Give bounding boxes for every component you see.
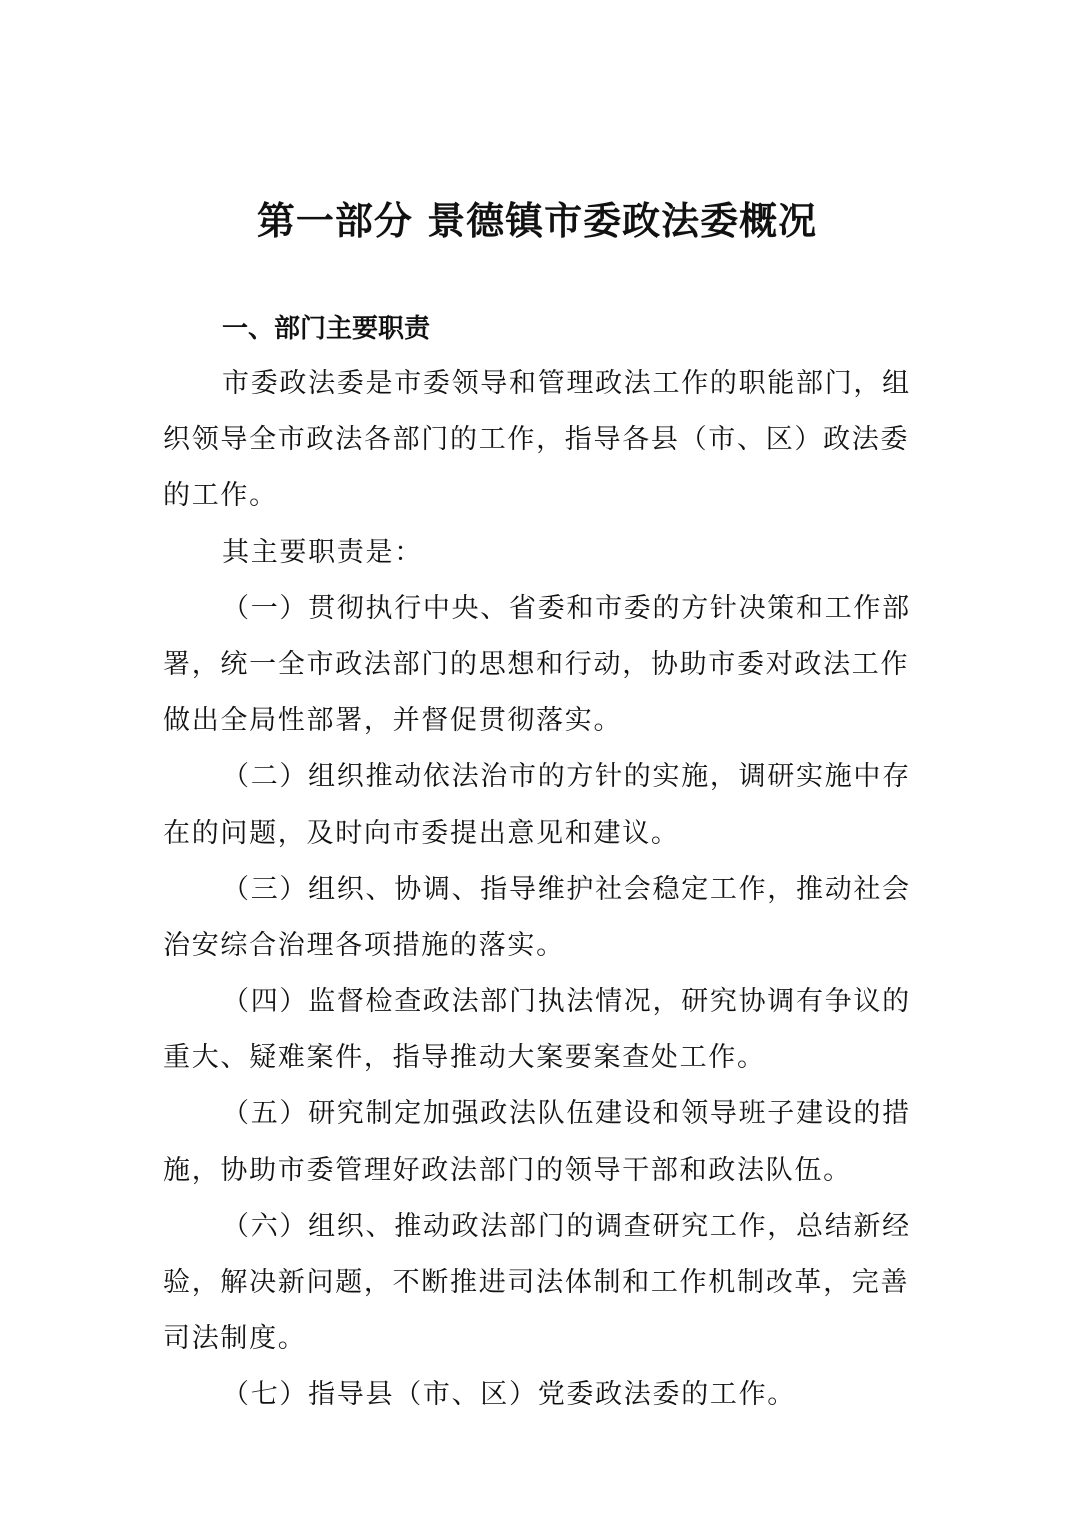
paragraph-line: 做出全局性部署，并督促贯彻落实。 — [163, 705, 623, 737]
paragraph — [163, 589, 923, 758]
paragraph-line: 重大、疑难案件，指导推动大案要案查处工作。 — [163, 1042, 766, 1074]
document-body — [163, 364, 923, 1432]
paragraph-line: 在的问题，及时向市委提出意见和建议。 — [163, 817, 680, 849]
paragraph-line: 其主要职责是： — [222, 536, 423, 568]
paragraph — [163, 982, 923, 1094]
paragraph-line: 施，协助市委管理好政法部门的领导干部和政法队伍。 — [163, 1154, 852, 1186]
paragraph-line: （七）指导县（市、区）党委政法委的工作。 — [222, 1379, 796, 1411]
paragraph-line: 验，解决新问题，不断推进司法体制和工作机制改革，完善 — [163, 1267, 910, 1298]
paragraph-line: （五）研究制定加强政法队伍建设和领导班子建设的措 — [222, 1098, 911, 1130]
paragraph-line: 署，统一全市政法部门的思想和行动，协助市委对政法工作 — [163, 648, 910, 680]
paragraph-line: 市委政法委是市委领导和管理政法工作的职能部门，组 — [222, 368, 911, 399]
paragraph — [163, 757, 923, 869]
page-title: 第一部分 景德镇市委政法委概况 — [256, 199, 818, 243]
section-heading: 一、部门主要职责 — [222, 314, 431, 344]
paragraph-line: （二）组织推动依法治市的方针的实施，调研实施中存 — [222, 761, 911, 793]
paragraph-line: （一）贯彻执行中央、省委和市委的方针决策和工作部 — [222, 592, 911, 624]
paragraph — [163, 1207, 923, 1376]
paragraph — [163, 1094, 923, 1206]
paragraph-line: 治安综合治理各项措施的落实。 — [163, 929, 565, 961]
paragraph — [163, 1375, 923, 1431]
paragraph-line: （六）组织、推动政法部门的调查研究工作，总结新经 — [222, 1210, 911, 1242]
paragraph-line: 的工作。 — [163, 480, 278, 512]
paragraph-line: （四）监督检查政法部门执法情况，研究协调有争议的 — [222, 986, 911, 1018]
paragraph — [163, 533, 923, 589]
paragraph-line: 司法制度。 — [163, 1323, 307, 1355]
paragraph — [163, 364, 923, 533]
paragraph — [163, 870, 923, 982]
paragraph-line: 织领导全市政法各部门的工作，指导各县（市、区）政法委 — [163, 424, 910, 456]
paragraph-line: （三）组织、协调、指导维护社会稳定工作，推动社会 — [222, 873, 911, 905]
